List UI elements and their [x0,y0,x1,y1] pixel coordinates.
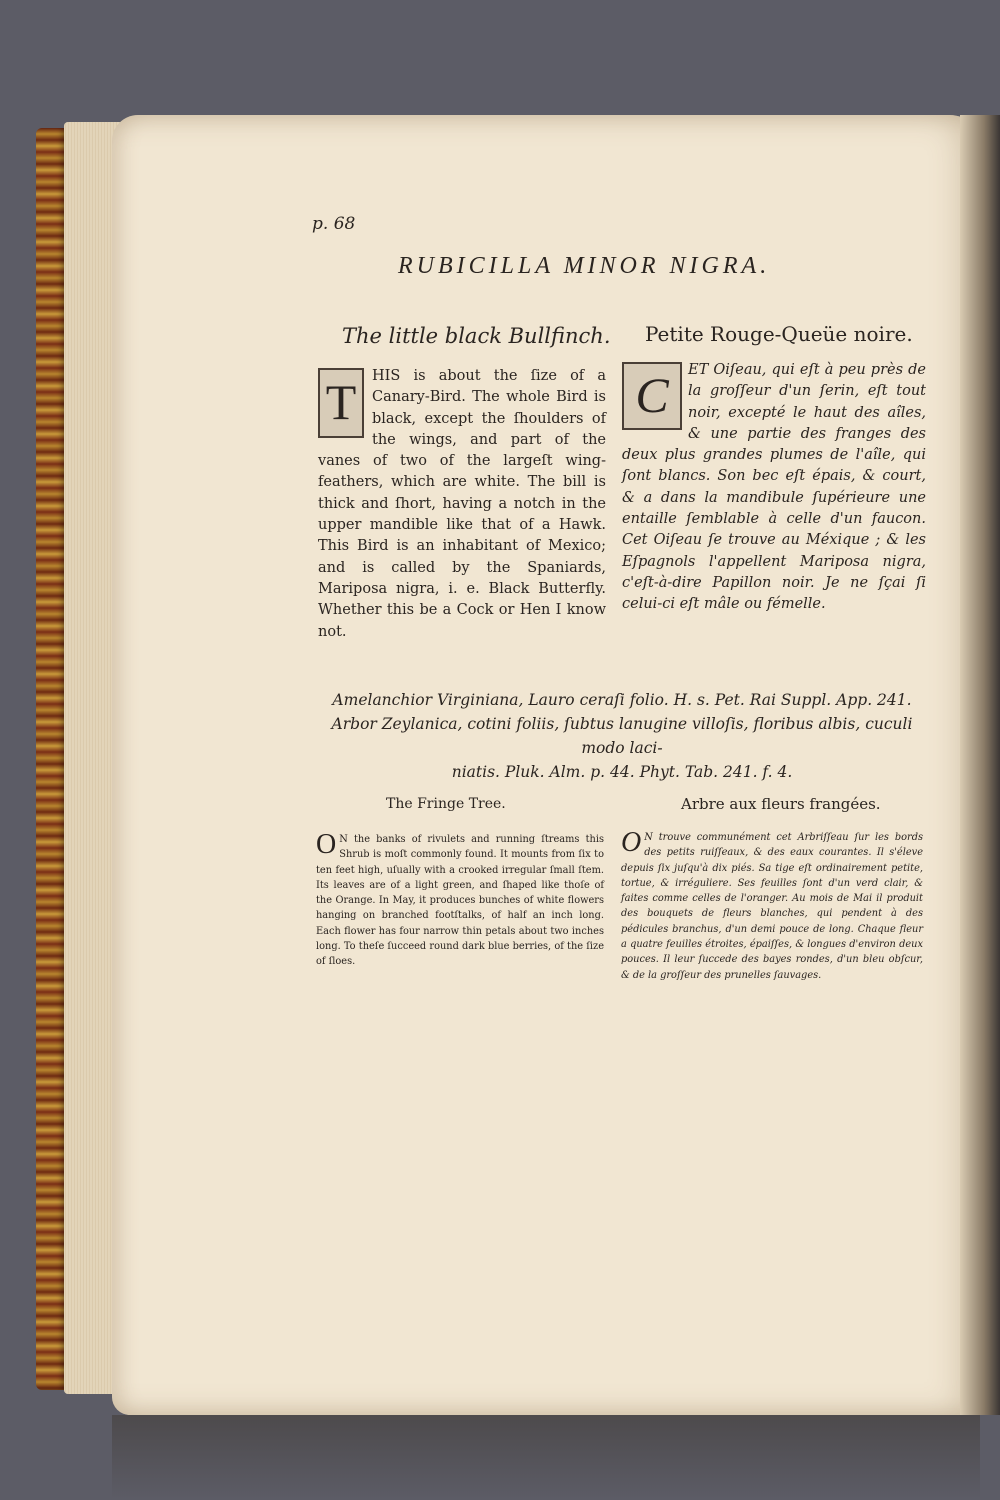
botanical-citation [312,688,932,784]
page-title: RUBICILLA MINOR NIGRA. [398,253,771,279]
french-heading: Petite Rouge-Queüe noire. [645,322,913,346]
fringe-french-paragraph: N trouve communément cet Arbriſſeau ſur les bords des petits ruiſſeaux, & des eaux courantes. Il s'éleve depuis ſix juſqu'à dix piés. Sa tige eſt ordinairement petite, tortue, & irréguliere. Ses feuilles ſont d'un verd clair, & faites comme celles de l'oranger. Au mois de Mai il produit des bouquets de fleurs blanches, qui pendent à des pédicules branchus, d'un demi pouce de long. Chaque fleur a quatre feuilles étroites, épaiſſes, & longues d'environ deux pouces. Il leur ſuccede des bayes rondes, d'un bleu obſcur, & de la groſſeur des prunelles ſauvages. [621,832,923,981]
citation-line-3: niatis. Pluk. Alm. p. 44. Phyt. Tab. 241. f. 4. [451,763,793,781]
french-text-block [622,360,926,616]
page-reference: p. 68 [312,214,356,234]
citation-line-1: Amelanchior Virginiana, Lauro ceraſi folio. H. s. Pet. Rai Suppl. App. 241. [332,691,912,709]
book-spine-edge [36,128,66,1390]
bottom-shadow [112,1415,980,1500]
fringe-fr-cap-o: O [621,827,642,858]
citation-line-2: Arbor Zeylanica, cotini foliis, ſubtus lanugine villoſis, floribus albis, cuculi modo laci- [331,715,913,757]
english-paragraph: HIS is about the ſize of a Canary-Bird. The whole Bird is black, except the ſhoulders of the wings, and part of the vanes of two of the largeſt wing-feathers, which are white. The bill is thick and ſhort, having a notch in the upper mandible like that of a Hawk. This Bird is an inhabitant of Mexico; and is called by the Spaniards, Mariposa nigra, i. e. Black Butterfly. Whether this be a Cock or Hen I know not. [318,368,606,640]
english-heading: The little black Bullfinch. [342,324,611,348]
arbre-heading: Arbre aux fleurs frangées. [681,795,881,813]
ornamental-drop-cap-t: T [318,368,364,438]
page-curve-shadow [960,115,1000,1415]
fringe-tree-heading: The Fringe Tree. [386,796,506,812]
ornamental-drop-cap-c: C [622,362,682,430]
fringe-english-paragraph: N the banks of rivulets and running ſtreams this Shrub is moſt commonly found. It mounts from ſix to ten feet high, uſually with a crooked irregular ſmall ſtem. Its leaves are of a light green, and ſhaped like thoſe of the Orange. In May, it produces bunches of white flowers hanging on branched footſtalks, of half an inch long. Each flower has four narrow thin petals about two inches long. To theſe ſucceed round dark blue berries, of the ſize of ſloes. [316,834,604,968]
french-paragraph: ET Oiſeau, qui eſt à peu près de la groſſeur d'un ſerin, eſt tout noir, excepté le haut des aîles, & une partie des franges des deux plus grandes plumes de l'aîle, qui ſont blancs. Son bec eſt épais, & court, & a dans la mandibule ſupérieure une entaille ſemblable à celle d'un faucon. Cet Oiſeau ſe trouve au Méxique ; & les Eſpagnols l'appellent Mariposa nigra, c'eſt-à-dire Papillon noir. Je ne ſçai ſi celui-ci eſt mâle ou fémelle. [622,362,926,613]
fringe-english-block [316,829,604,970]
english-text-block [318,366,606,643]
fringe-french-block [621,827,923,983]
fringe-cap-o: O [316,829,337,860]
